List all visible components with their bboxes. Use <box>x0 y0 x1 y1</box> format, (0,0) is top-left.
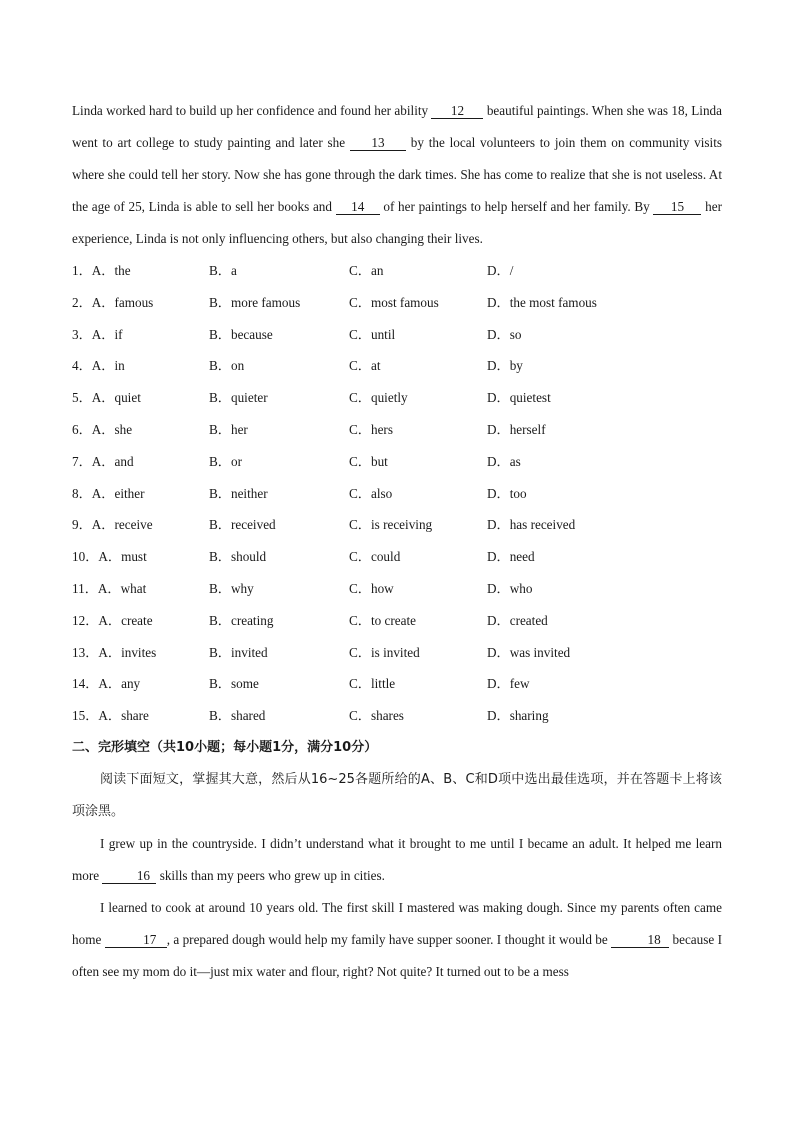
option-d: D．who <box>487 580 533 596</box>
passage-2-paragraph-2 <box>72 892 722 988</box>
blank-17: 17 <box>105 933 167 948</box>
passage-2-text: I learned to cook at around 10 years old. The first skill I mastered was making dough. Since my parents often came home <box>72 899 722 947</box>
option-a: 10．A．must <box>72 549 147 565</box>
blank-13: 13 <box>350 136 406 151</box>
option-c: C．at <box>349 358 381 374</box>
option-b: B．should <box>209 549 267 565</box>
option-c: C．how <box>349 580 394 596</box>
option-d: D．created <box>487 612 548 628</box>
option-c: C．but <box>349 453 388 469</box>
option-c: C．until <box>349 326 396 342</box>
option-b: B．invited <box>209 644 268 660</box>
passage-2-text: I grew up in the countryside. I didn’t understand what it brought to me until I became an adult. It helped me learn more <box>72 835 722 883</box>
option-d: D．so <box>487 326 522 342</box>
question-row <box>72 287 722 319</box>
passage-2-text: , a prepared dough would help my family have supper sooner. I thought it would be <box>166 931 612 947</box>
option-a: 12．A．create <box>72 612 153 628</box>
question-row <box>72 414 722 446</box>
option-c: C．little <box>349 676 396 692</box>
option-d: D．few <box>487 676 530 692</box>
question-row <box>72 509 722 541</box>
option-c: C．quietly <box>349 390 408 406</box>
option-d: D．sharing <box>487 708 549 724</box>
option-b: B．shared <box>209 708 266 724</box>
blank-16: 16 <box>102 869 156 884</box>
question-row <box>72 382 722 414</box>
exam-page <box>72 95 722 988</box>
question-row <box>72 350 722 382</box>
option-c: C．to create <box>349 612 417 628</box>
section-2-instructions: 阅读下面短文，掌握其大意，然后从16~25各题所给的A、B、C和D项中选出最佳选项，并在答题卡上将该项涂黑。 <box>72 771 722 819</box>
passage-2-text: because I often see my mom do it—just mix water and flour, right? Not quite? It turned out to be a mess <box>72 931 723 979</box>
option-d: D．too <box>487 485 527 501</box>
option-d: D．herself <box>487 421 546 437</box>
option-d: D．need <box>487 549 535 565</box>
option-b: B．why <box>209 580 254 596</box>
option-b: B．creating <box>209 612 274 628</box>
option-a: 4．A．in <box>72 358 125 374</box>
option-d: D．as <box>487 453 521 469</box>
blank-18: 18 <box>611 933 669 948</box>
blank-15: 15 <box>653 200 701 215</box>
option-d: D．has received <box>487 517 576 533</box>
question-row <box>72 541 722 573</box>
option-d: D．/ <box>487 263 514 278</box>
question-row <box>72 478 722 510</box>
option-b: B．because <box>209 326 273 342</box>
passage-1-text-c: by the local volunteers to join them on community visits where she could tell her story. Now she has gone through the dark times. She has come to realize that she is not useless. At the age of 25, Linda is able to sell her books and <box>72 135 723 214</box>
passage-1 <box>72 95 722 255</box>
option-c: C．could <box>349 549 401 565</box>
option-d: D．the most famous <box>487 294 597 310</box>
question-row <box>72 446 722 478</box>
option-a: 14．A．any <box>72 676 141 692</box>
option-a: 15．A．share <box>72 708 149 724</box>
option-b: B．more famous <box>209 294 301 310</box>
passage-1-text-d: of her paintings to help herself and her family. By <box>379 199 654 214</box>
question-row <box>72 637 722 669</box>
question-row <box>72 668 722 700</box>
option-a: 5．A．quiet <box>72 390 141 406</box>
option-b: B．quieter <box>209 390 268 406</box>
option-b: B．her <box>209 421 248 437</box>
passage-1-text-e: her experience, Linda is not only influencing others, but also changing their lives. <box>72 199 723 246</box>
option-d: D．quietest <box>487 390 551 406</box>
option-d: D．was invited <box>487 644 571 660</box>
option-b: B．or <box>209 453 242 469</box>
option-b: B．on <box>209 358 245 374</box>
question-row <box>72 319 722 351</box>
question-row <box>72 605 722 637</box>
option-a: 6．A．she <box>72 421 133 437</box>
option-a: 11．A．what <box>72 580 147 596</box>
option-b: B．some <box>209 676 259 692</box>
option-a: 13．A．invites <box>72 644 157 660</box>
passage-2-paragraph-1 <box>72 828 722 892</box>
option-a: 7．A．and <box>72 453 134 469</box>
option-a: 2．A．famous <box>72 294 154 310</box>
passage-1-text-a: Linda worked hard to build up her confidence and found her ability <box>72 103 432 118</box>
option-a: 9．A．receive <box>72 517 153 533</box>
option-c: C．is invited <box>349 644 420 660</box>
blank-14: 14 <box>336 200 380 215</box>
option-a: 3．A．if <box>72 326 123 342</box>
option-c: C．hers <box>349 421 393 437</box>
option-c: C．most famous <box>349 294 439 310</box>
blank-12: 12 <box>431 104 483 119</box>
question-options-list <box>72 255 722 732</box>
question-row <box>72 700 722 732</box>
option-b: B．neither <box>209 485 268 501</box>
option-b: B．a <box>209 263 237 278</box>
question-row <box>72 573 722 605</box>
option-c: C．also <box>349 485 393 501</box>
passage-1-text-b: beautiful paintings. When she was 18, Linda went to art college to study painting and later she <box>72 103 722 150</box>
option-c: C．shares <box>349 708 404 724</box>
option-d: D．by <box>487 358 523 374</box>
passage-2-text: skills than my peers who grew up in cities. <box>156 867 385 883</box>
section-2-heading: 二、完形填空（共10小题；每小题1分，满分10分） <box>72 739 378 755</box>
option-c: C．an <box>349 263 384 278</box>
option-a: 1．A．the <box>72 263 131 278</box>
option-a: 8．A．either <box>72 485 145 501</box>
question-row <box>72 255 722 287</box>
option-b: B．received <box>209 517 276 533</box>
option-c: C．is receiving <box>349 517 433 533</box>
